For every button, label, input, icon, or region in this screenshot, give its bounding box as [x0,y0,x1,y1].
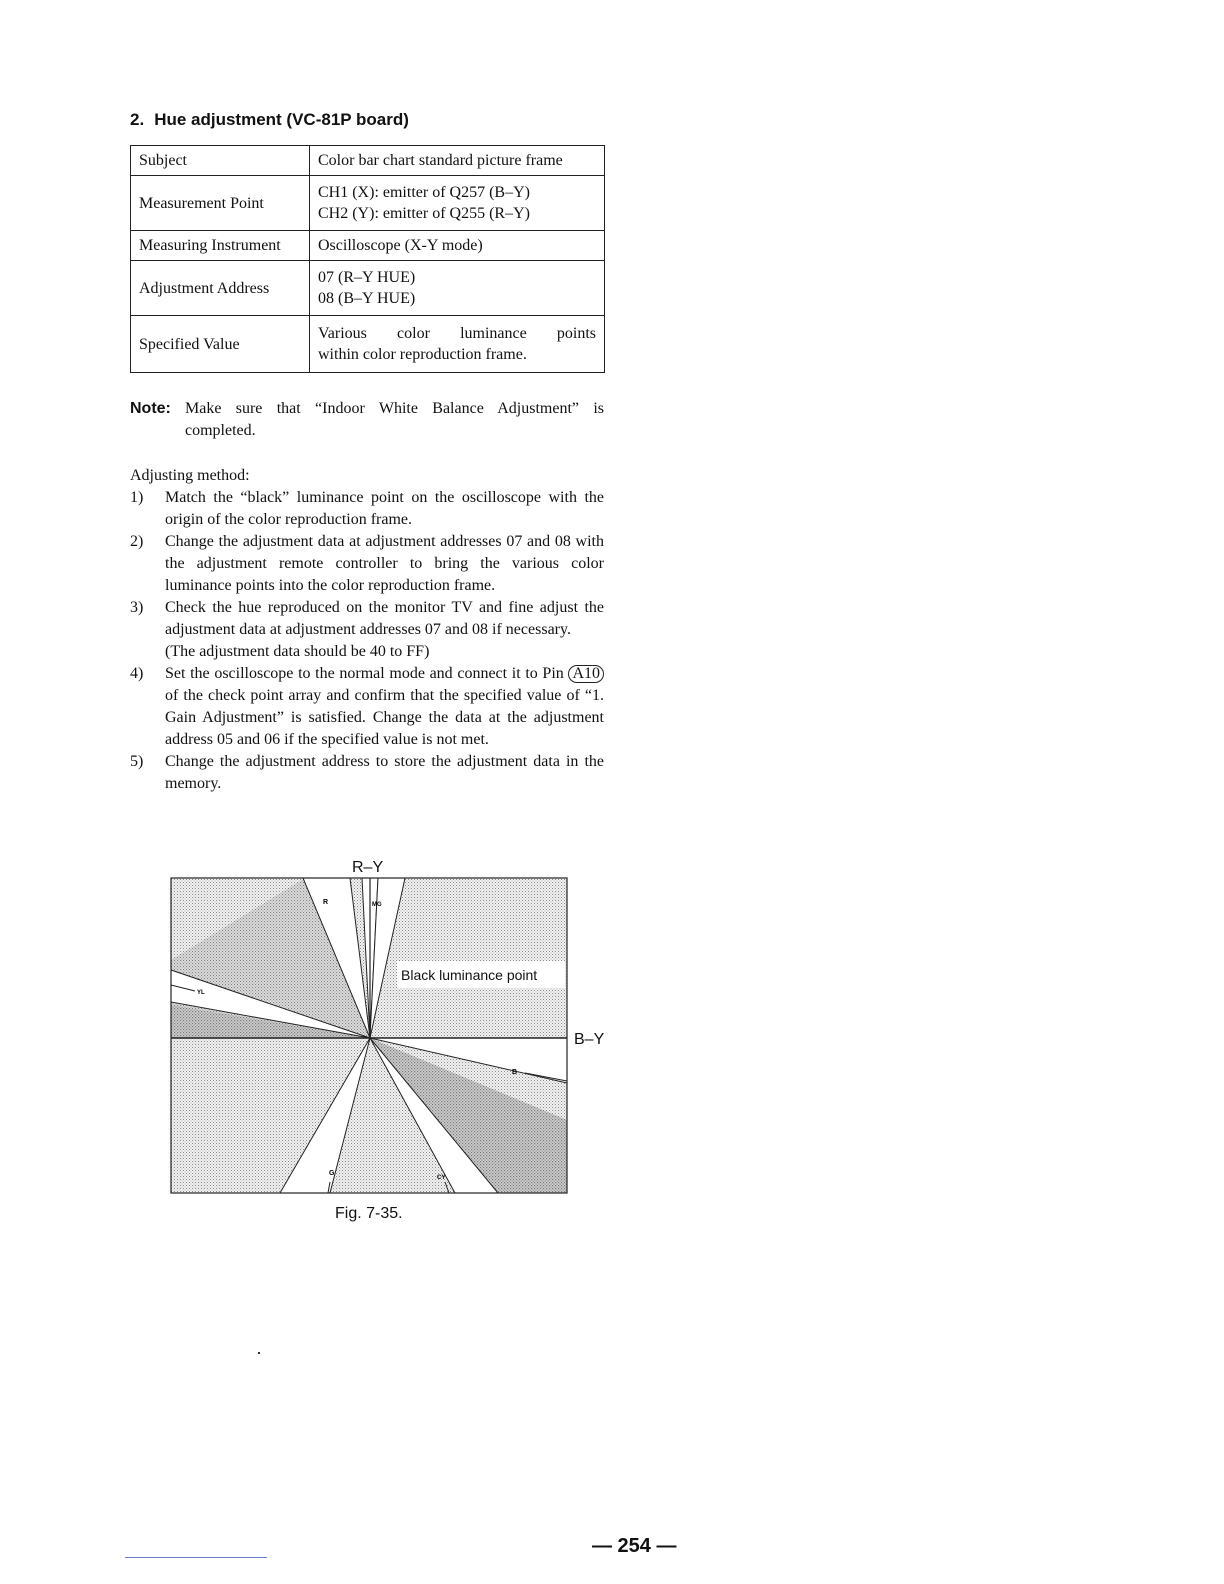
step-text: Set the oscilloscope to the normal mode and connect it to Pin [165,665,569,682]
r-y-axis-label: R–Y [352,859,384,876]
row-label: Specified Value [131,316,310,373]
step-text: Change the adjustment address to store the adjustment data in the memory. [165,753,604,792]
bottom-rule [125,1557,267,1558]
page-number: — 254 — [592,1535,677,1557]
step-number: 2) [130,533,144,550]
note-text-continued: completed. [185,422,256,439]
row-label: Measuring Instrument [131,231,310,261]
row-label: Adjustment Address [131,261,310,316]
sector-label-r: R [323,899,329,906]
value-line: CH2 (Y): emitter of Q255 (R–Y) [318,205,530,222]
step-number: 3) [130,599,144,616]
callout-label: Black luminance point [401,967,538,983]
b-y-axis-label: B–Y [574,1031,605,1048]
value-line: 08 (B–Y HUE) [318,290,416,307]
step-number: 4) [130,665,144,682]
value-line: within color reproduction frame. [318,346,527,363]
step-extra: (The adjustment data should be 40 to FF) [165,643,430,660]
value-line: Oscilloscope (X-Y mode) [318,237,483,254]
figure-caption: Fig. 7-35. [335,1205,403,1222]
sector-label-yl: YL [197,990,205,996]
step-number: 5) [130,753,144,770]
step-number: 1) [130,489,144,506]
sector-label-mg: MG [372,902,382,908]
step-text: Match the “black” luminance point on the oscilloscope with the origin of the color reproduction frame. [165,489,604,528]
row-label: Measurement Point [131,176,310,231]
value-line: Various color luminance points [318,325,596,342]
section-title: Hue adjustment (VC-81P board) [154,110,409,129]
value-line: 07 (R–Y HUE) [318,269,416,286]
note-text: Make sure that “Indoor White Balance Adjustment” is [185,400,604,417]
value-line: Color bar chart standard picture frame [318,152,563,169]
print-speck [258,1352,260,1354]
row-label: Subject [131,146,310,176]
note-label: Note: [130,400,171,417]
sector-label-cy: CY [437,1175,446,1181]
sector-label-b: B [512,1069,518,1076]
value-line: CH1 (X): emitter of Q257 (B–Y) [318,184,530,201]
pin-label: A10 [568,665,604,683]
step-text: of the check point array and confirm that the specified value of “1. Gain Adjustment” is satisfied. Change the data at the adjustment address 05 and 06 if the specified value is not met. [165,687,604,748]
sector-label-g: G [329,1170,335,1177]
step-text: Change the adjustment data at adjustment addresses 07 and 08 with the adjustment remote controller to bring the various color luminance points into the color reproduction frame. [165,533,604,594]
section-number: 2. [130,110,145,129]
step-text: Check the hue reproduced on the monitor TV and fine adjust the adjustment data at adjustment addresses 07 and 08 if necessary. [165,599,604,638]
method-title: Adjusting method: [130,467,250,484]
